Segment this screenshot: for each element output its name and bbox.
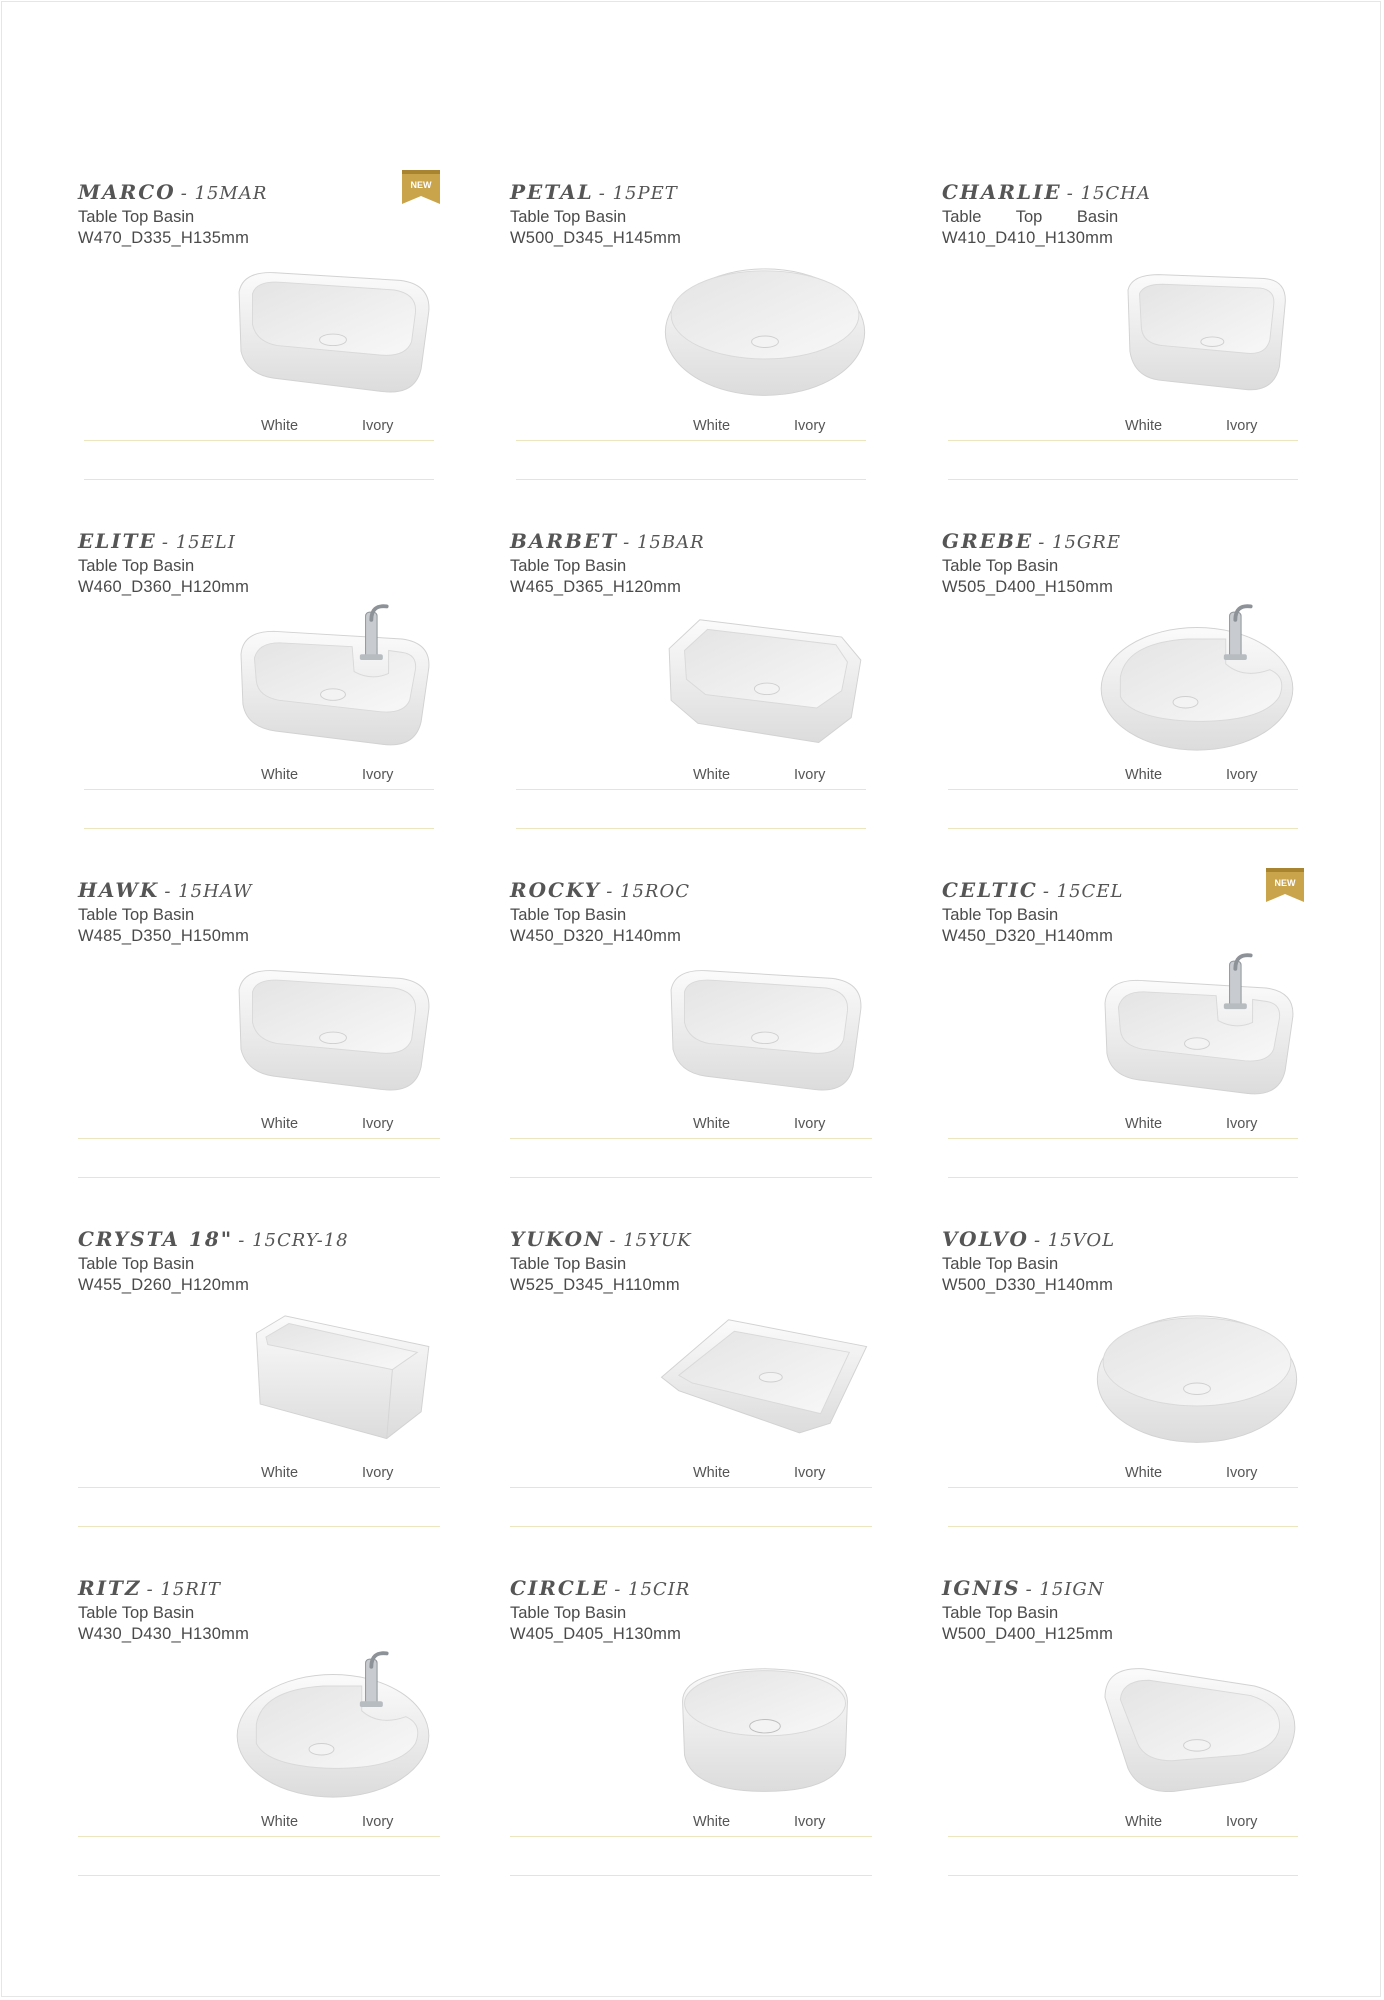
color-option-ivory: Ivory: [794, 767, 826, 783]
product-type: Table Top Basin: [510, 1255, 627, 1273]
product-code: - 15GRE: [1038, 532, 1121, 553]
color-option-ivory: Ivory: [1226, 1116, 1258, 1132]
divider-line: [84, 789, 434, 790]
product-card: [78, 1564, 448, 1913]
product-title: [78, 1227, 349, 1251]
color-option-white: White: [1125, 418, 1163, 434]
product-dimensions: W525_D345_H110mm: [510, 1276, 680, 1294]
product-name: PETAL: [510, 180, 594, 204]
product-name: CIRCLE: [510, 1576, 610, 1600]
product-code: - 15CIR: [614, 1579, 691, 1600]
divider-line: [948, 1836, 1298, 1837]
color-option-ivory: Ivory: [362, 767, 394, 783]
color-option-white: White: [1125, 1116, 1163, 1132]
color-option-white: White: [1125, 1814, 1163, 1830]
color-option-white: White: [693, 767, 731, 783]
product-title: [78, 529, 236, 553]
product-card: [510, 168, 880, 517]
product-dimensions: W455_D260_H120mm: [78, 1276, 250, 1294]
product-name: GREBE: [942, 529, 1034, 553]
color-option-white: White: [261, 767, 299, 783]
color-option-ivory: Ivory: [362, 1465, 394, 1481]
product-title: [942, 878, 1123, 902]
product-dimensions: W500_D330_H140mm: [942, 1276, 1114, 1294]
basin-image: [650, 1295, 880, 1470]
product-card: [78, 866, 448, 1215]
product-title: [78, 1576, 221, 1600]
divider-line: [510, 1138, 872, 1139]
color-option-ivory: Ivory: [1226, 767, 1258, 783]
product-code: - 15BAR: [623, 532, 705, 553]
product-card: [942, 168, 1312, 517]
divider-line: [78, 1526, 440, 1527]
product-type: Table Top Basin: [510, 1604, 627, 1622]
product-title: [78, 180, 267, 204]
product-title: [510, 878, 690, 902]
product-name: CHARLIE: [942, 180, 1062, 204]
svg-text:NEW: NEW: [410, 180, 432, 190]
product-dimensions: W410_D410_H130mm: [942, 229, 1114, 247]
product-title: [942, 180, 1151, 204]
divider-line: [948, 789, 1298, 790]
divider-line: [516, 479, 866, 480]
product-card: [78, 1215, 448, 1564]
color-option-ivory: Ivory: [1226, 418, 1258, 434]
basin-image: [218, 1295, 448, 1470]
product-name: ROCKY: [510, 878, 602, 902]
color-option-ivory: Ivory: [794, 418, 826, 434]
basin-image: [218, 248, 448, 423]
divider-line: [510, 1526, 872, 1527]
color-option-ivory: Ivory: [362, 1814, 394, 1830]
basin-image: [218, 946, 448, 1121]
svg-text:NEW: NEW: [1274, 878, 1296, 888]
product-code: - 15IGN: [1025, 1579, 1105, 1600]
product-dimensions: W450_D320_H140mm: [942, 927, 1114, 945]
basin-image: [650, 1644, 880, 1819]
product-code: - 15CEL: [1042, 881, 1124, 902]
product-grid: [78, 168, 1318, 1913]
color-option-white: White: [1125, 767, 1163, 783]
product-code: - 15HAW: [164, 881, 253, 902]
product-card: [78, 517, 448, 866]
product-type: Table Top Basin: [510, 208, 627, 226]
new-badge-icon: [1266, 868, 1304, 902]
divider-line: [948, 1875, 1298, 1876]
product-dimensions: W460_D360_H120mm: [78, 578, 250, 596]
product-name: RITZ: [78, 1576, 142, 1600]
color-option-white: White: [261, 1465, 299, 1481]
product-dimensions: W405_D405_H130mm: [510, 1625, 682, 1643]
product-code: - 15ELI: [161, 532, 236, 553]
color-option-white: White: [693, 1814, 731, 1830]
product-type: Table Top Basin: [510, 557, 627, 575]
product-dimensions: W500_D345_H145mm: [510, 229, 682, 247]
basin-image: [218, 1644, 448, 1819]
divider-line: [948, 1487, 1298, 1488]
product-card: [510, 517, 880, 866]
product-dimensions: W500_D400_H125mm: [942, 1625, 1114, 1643]
divider-line: [510, 1177, 872, 1178]
product-type: Table Top Basin: [78, 1604, 195, 1622]
color-option-ivory: Ivory: [794, 1814, 826, 1830]
product-type: Table Top Basin: [78, 1255, 195, 1273]
product-code: - 15CRY-18: [238, 1230, 349, 1251]
product-type: Table Top Basin: [942, 1604, 1059, 1622]
product-dimensions: W485_D350_H150mm: [78, 927, 250, 945]
divider-line: [78, 1875, 440, 1876]
product-name: ELITE: [78, 529, 157, 553]
product-type: Table Top Basin: [942, 1255, 1059, 1273]
divider-line: [510, 1487, 872, 1488]
basin-image: [1082, 1295, 1312, 1470]
color-option-ivory: Ivory: [794, 1116, 826, 1132]
color-option-white: White: [693, 1116, 731, 1132]
product-dimensions: W465_D365_H120mm: [510, 578, 682, 596]
basin-image: [1082, 597, 1312, 772]
divider-line: [78, 1487, 440, 1488]
product-dimensions: W450_D320_H140mm: [510, 927, 682, 945]
basin-image: [1082, 946, 1312, 1121]
product-name: HAWK: [78, 878, 160, 902]
product-type: Table Top Basin: [78, 208, 195, 226]
product-title: [78, 878, 253, 902]
product-name: YUKON: [510, 1227, 605, 1251]
divider-line: [516, 789, 866, 790]
product-card: [942, 866, 1312, 1215]
product-title: [510, 529, 705, 553]
product-card: [510, 866, 880, 1215]
product-code: - 15PET: [598, 183, 678, 204]
product-dimensions: W505_D400_H150mm: [942, 578, 1114, 596]
product-type: Table Top Basin: [942, 208, 1119, 226]
product-dimensions: W470_D335_H135mm: [78, 229, 250, 247]
product-code: - 15VOL: [1033, 1230, 1116, 1251]
product-name: BARBET: [510, 529, 619, 553]
basin-image: [1082, 248, 1312, 423]
divider-line: [84, 440, 434, 441]
divider-line: [84, 479, 434, 480]
divider-line: [948, 479, 1298, 480]
product-card: [78, 168, 448, 517]
product-title: [510, 1227, 692, 1251]
color-option-white: White: [261, 418, 299, 434]
divider-line: [516, 828, 866, 829]
product-card: [510, 1215, 880, 1564]
product-name: VOLVO: [942, 1227, 1029, 1251]
divider-line: [510, 1836, 872, 1837]
product-card: [510, 1564, 880, 1913]
basin-image: [1082, 1644, 1312, 1819]
product-type: Table Top Basin: [78, 557, 195, 575]
product-name: IGNIS: [942, 1576, 1021, 1600]
new-badge-icon: [402, 170, 440, 204]
color-option-white: White: [261, 1814, 299, 1830]
divider-line: [78, 1138, 440, 1139]
product-title: [942, 529, 1121, 553]
basin-image: [650, 248, 880, 423]
product-title: [510, 180, 678, 204]
product-card: [942, 1564, 1312, 1913]
color-option-white: White: [693, 1465, 731, 1481]
product-code: - 15RIT: [146, 1579, 221, 1600]
product-title: [510, 1576, 690, 1600]
product-name: MARCO: [78, 180, 176, 204]
color-option-white: White: [1125, 1465, 1163, 1481]
basin-image: [650, 946, 880, 1121]
product-name: CRYSTA 18": [78, 1227, 234, 1251]
divider-line: [948, 1138, 1298, 1139]
product-code: - 15YUK: [609, 1230, 692, 1251]
divider-line: [510, 1875, 872, 1876]
product-card: [942, 517, 1312, 866]
product-type: Table Top Basin: [78, 906, 195, 924]
product-code: - 15CHA: [1066, 183, 1151, 204]
product-dimensions: W430_D430_H130mm: [78, 1625, 250, 1643]
product-code: - 15ROC: [606, 881, 690, 902]
divider-line: [78, 1177, 440, 1178]
product-name: CELTIC: [942, 878, 1038, 902]
color-option-ivory: Ivory: [362, 418, 394, 434]
color-option-ivory: Ivory: [1226, 1814, 1258, 1830]
color-option-ivory: Ivory: [794, 1465, 826, 1481]
product-title: [942, 1576, 1105, 1600]
color-option-white: White: [693, 418, 731, 434]
color-option-ivory: Ivory: [362, 1116, 394, 1132]
divider-line: [948, 828, 1298, 829]
product-card: [942, 1215, 1312, 1564]
divider-line: [948, 440, 1298, 441]
color-option-ivory: Ivory: [1226, 1465, 1258, 1481]
product-type: Table Top Basin: [510, 906, 627, 924]
product-title: [942, 1227, 1115, 1251]
divider-line: [516, 440, 866, 441]
divider-line: [948, 1177, 1298, 1178]
product-type: Table Top Basin: [942, 557, 1059, 575]
product-type: Table Top Basin: [942, 906, 1059, 924]
divider-line: [948, 1526, 1298, 1527]
divider-line: [78, 1836, 440, 1837]
basin-image: [218, 597, 448, 772]
divider-line: [84, 828, 434, 829]
product-code: - 15MAR: [180, 183, 268, 204]
color-option-white: White: [261, 1116, 299, 1132]
basin-image: [650, 597, 880, 772]
